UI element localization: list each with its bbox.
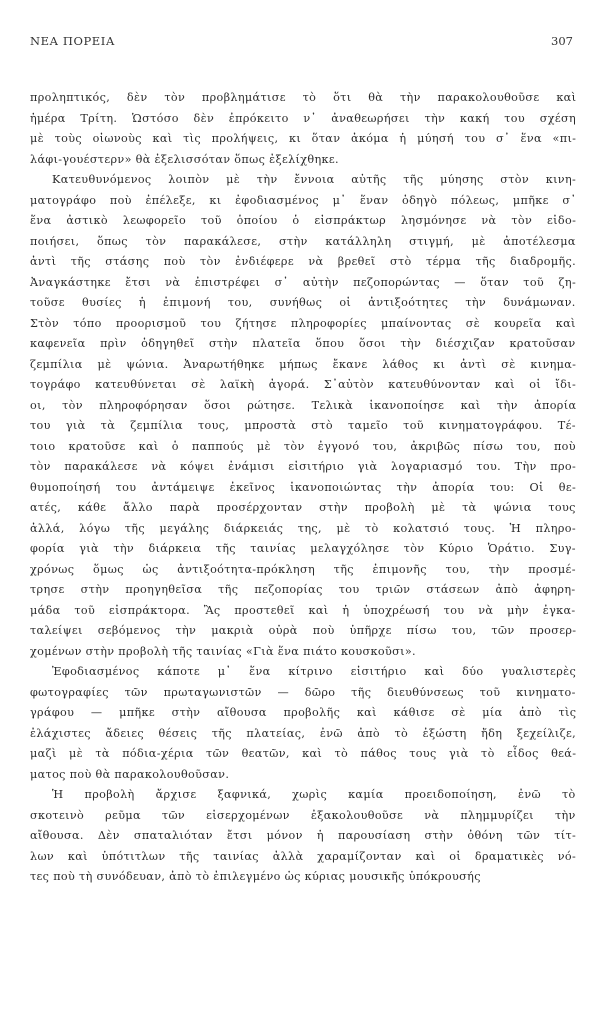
text-line: ματος ποὺ θὰ παρακολουθοῦσαν. xyxy=(30,767,230,781)
text-line: θυμοποίησή του ἀντάμειψε ἐκεῖνος ἱκανοποιώντας τὴν ἀπορία του: Οἱ θε- xyxy=(30,480,577,494)
text-line: ἀλλά, λόγω τῆς μεγάλης διάρκειάς της, μὲ τὸ κολατσιό τους. Ἡ πληρο- xyxy=(30,521,576,535)
text-line: τὸν παρακάλεσε νὰ κόψει ἐνάμισι εἰσιτήριο γιὰ λογαριασμό του. Τὴν προ- xyxy=(30,460,577,473)
text-line: τοῦσε θυσίες ἡ ἐπιμονή του, συνήθως οἱ ἀντιξοότητες τὴν δυνάμωναν. xyxy=(30,296,576,309)
text-line: χρόνως ὅμως ὡς ἀντιξοότητα-πρόκληση τῆς ἐπιμονῆς του, τὴν προσμέ- xyxy=(30,562,576,576)
text-line: ἡμέρα Τρίτη. Ὡστόσο δὲν ἐπρόκειτο ν᾽ ἀναθεωρήσει τὴν κακή του σχέση xyxy=(30,111,577,125)
text-line: τογράφο κατευθύνεται σὲ λαϊκὴ ἀγορά. Σ᾽αὐτὸν κατευθύνονταν καὶ οἱ ἴδι- xyxy=(30,378,577,391)
text-line: τρησε στὴν προηγηθεῖσα τῆς πεζοπορίας του τριῶν στάσεων ἀπὸ ἀφηρη- xyxy=(30,583,576,596)
text-line: Στὸν τόπο προορισμοῦ του ζήτησε πληροφορίες μπαίνοντας σὲ κουρεῖα καὶ xyxy=(30,316,576,330)
text-line: αἴθουσα. Δὲν σπαταλιόταν ἔτσι μόνον ἡ παρουσίαση στὴν ὀθόνη τῶν τίτ- xyxy=(30,829,577,842)
text-line: λάφι-γουέστερν» θὰ ἐξελισσόταν ὅπως ἐξελίχθηκε. xyxy=(30,152,339,166)
text-line: ματογράφο ποὺ ἐπέλεξε, κι ἐφοδιασμένος μ᾽ ἕναν ὁδηγὸ πόλεως, μπῆκε σ᾽ xyxy=(30,193,577,207)
text-line: σκοτεινὸ ρεῦμα τῶν εἰσερχομένων ἐξακολουθοῦσε νὰ πλημμυρίζει τὴν xyxy=(30,808,576,822)
text-line: Ἀναγκάστηκε ἔτσι νὰ ἐπιστρέφει σ᾽ αὐτὴν πεζοπορώντας — ὅταν τοῦ ζη- xyxy=(30,275,577,289)
text-line: λων καὶ ὑπότιτλων τῆς ταινίας ἀλλὰ χαραμίζονταν καὶ οἱ δραματικὲς νό- xyxy=(30,849,577,863)
text-line: καφενεῖα πρὶν ὁδηγηθεῖ στὴν πλατεῖα ὅπου ὅσοι τὴν διέσχιζαν κρατοῦσαν xyxy=(30,337,576,350)
text-line: ατές, κάθε ἄλλο παρὰ προσέρχονταν στὴν προβολὴ μὲ τὰ ψώνια τους xyxy=(30,501,576,514)
text-line: τοιο κρατοῦσε καὶ ὁ παππούς μὲ τὸν ἐγγονό του, ἀκριβῶς πίσω του, ποὺ xyxy=(30,439,576,453)
text-line: Κατευθυνόμενος λοιπὸν μὲ τὴν ἔννοια αὐτῆς τῆς μύησης στὸν κινη- xyxy=(52,173,577,186)
paragraph xyxy=(30,662,576,785)
text-line: του γιὰ τὰ ζεμπίλια τους, μπροστὰ στὸ ταμεῖο τοῦ κινηματογράφου. Τέ- xyxy=(30,419,576,432)
text-line: μὲ τοὺς οἰωνοὺς καὶ τὶς προλήψεις, κι ὅταν ἀκόμα ἡ μύησή του σ᾽ ἕνα «πι- xyxy=(30,132,577,145)
text-line: ἐλάχιστες ἄδειες θέσεις τῆς πλατείας, ἐνῶ ἀπὸ τὸ ἐξώστη ἤδη ξεχείλιζε, xyxy=(30,726,577,740)
text-line: γράφου — μπῆκε στὴν αἴθουσα προβολῆς καὶ κάθισε σὲ μία ἀπὸ τὶς xyxy=(30,706,577,719)
text-line: ταλείψει σεβόμενος τὴν μακριὰ οὐρὰ ποὺ ὑπῆρχε πίσω του, τῶν προσερ- xyxy=(30,624,577,637)
text-line: ἕνα ἀστικὸ λεωφορεῖο τοῦ ὁποίου ὁ εἰσπράκτωρ λησμόνησε νὰ τὸν εἰδο- xyxy=(30,214,577,227)
body-text xyxy=(30,88,576,888)
text-line: προληπτικός, δὲν τὸν προβλημάτισε τὸ ὅτι θὰ τὴν παρακολουθοῦσε καὶ xyxy=(30,91,577,104)
text-line: ποιήσει, ὅπως τὸν παρακάλεσε, στὴν κατάλληλη στιγμή, μὲ ἀποτέλεσμα xyxy=(30,234,576,248)
text-line: φορία γιὰ τὴν διάρκεια τῆς ταινίας μελαγχόλησε τὸν Κύριο Ὁράτιο. Συγ- xyxy=(30,542,576,555)
running-head: ΝΕΑ ΠΟΡΕΙΑ xyxy=(30,34,115,48)
page-number: 307 xyxy=(551,34,573,48)
text-line: φωτογραφίες τῶν πρωταγωνιστῶν — δῶρο τῆς διευθύνσεως τοῦ κινηματο- xyxy=(30,685,576,699)
paragraph xyxy=(30,785,576,888)
text-line: μαζὶ μὲ τὰ πόδια-χέρια τῶν θεατῶν, καὶ τὸ πάθος τους γιὰ τὸ εἶδος θεά- xyxy=(30,747,577,760)
text-line: οι, τὸν πληροφόρησαν ὅσοι ρώτησε. Τελικὰ ἱκανοποίησε καὶ τὴν ἀπορία xyxy=(30,398,577,412)
text-line: χομένων στὴν προβολὴ τῆς ταινίας «Γιὰ ἕνα πιάτο κουσκοῦσι». xyxy=(30,644,416,658)
text-line: ζεμπίλια μὲ ψώνια. Ἀναρωτήθηκε μήπως ἔκανε λάθος κι ἀντὶ σὲ κινημα- xyxy=(30,357,577,371)
text-line: Ἡ προβολὴ ἄρχισε ξαφνικά, χωρὶς καμία προειδοποίηση, ἐνῶ τὸ xyxy=(52,788,576,801)
paragraph xyxy=(30,88,576,170)
text-line: Ἐφοδιασμένος κάποτε μ᾽ ἕνα κίτρινο εἰσιτήριο καὶ δύο γυαλιστερὲς xyxy=(52,665,577,678)
text-line: ἀντὶ τῆς στάσης ποὺ τὸν ἐνδιέφερε νὰ βρεθεῖ στὸ τέρμα τῆς διαδρομῆς. xyxy=(30,255,577,268)
text-line: τες ποὺ τὴ συνόδευαν, ἀπὸ τὸ ἐπιλεγμένο ὡς κύριας μουσικῆς ὑπόκρουσής xyxy=(30,870,481,883)
paragraph xyxy=(30,170,576,662)
text-line: μάδα τοῦ εἰσπράκτορα. Ἂς προστεθεῖ καὶ ἡ ὑποχρέωσή του νὰ μὴν ἐγκα- xyxy=(30,603,576,617)
